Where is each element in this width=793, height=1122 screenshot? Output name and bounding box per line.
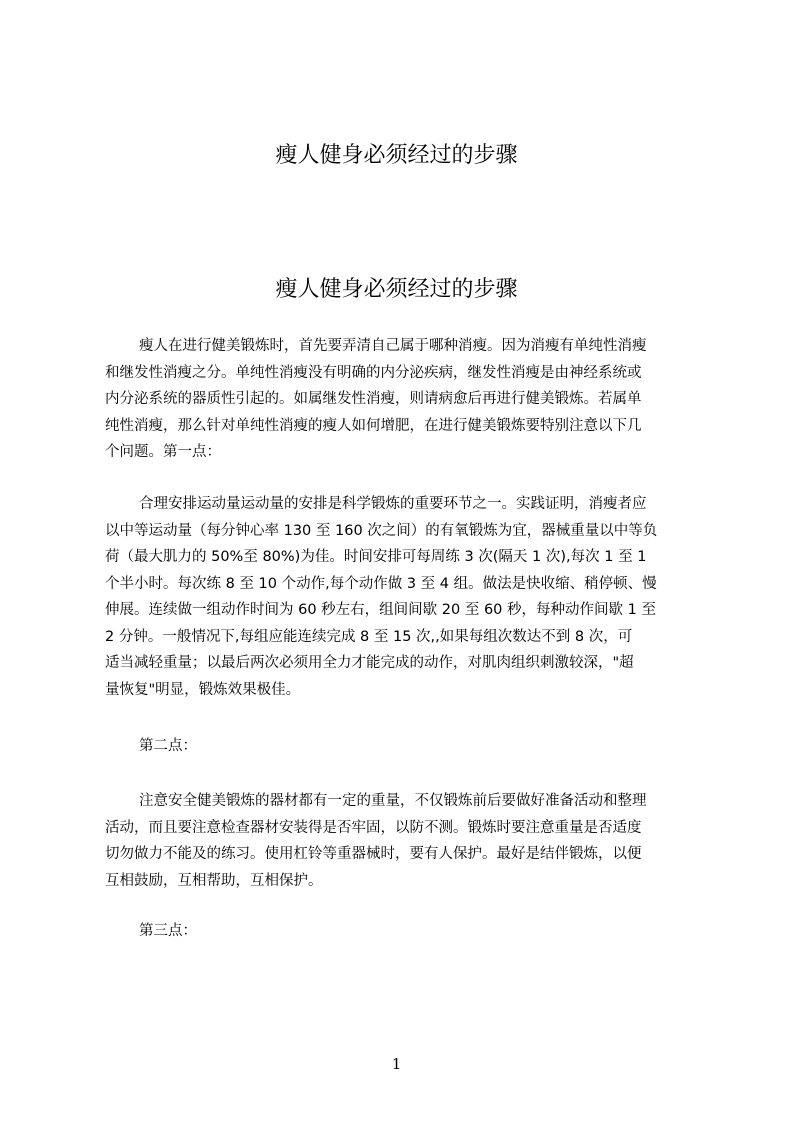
document-title-header: 瘦人健身必须经过的步骤 <box>275 143 518 168</box>
paragraph-line: 2 分钟。一般情况下,每组应能连续完成 8 至 15 次,,如果每组次数达不到 8 次，可 <box>105 628 633 645</box>
paragraph-point-two <box>105 788 701 894</box>
paragraph-intro <box>105 333 701 466</box>
paragraph-line: 切勿做力不能及的练习。使用杠铃等重器械时，要有人保护。最好是结伴锻炼，以便 <box>105 846 642 862</box>
paragraph-line: 纯性消瘦，那么针对单纯性消瘦的瘦人如何增肥，在进行健美锻炼要特别注意以下几 <box>105 417 642 434</box>
section-heading: 第三点： <box>139 923 197 939</box>
paragraph-line: 适当减轻重量；以最后两次必须用全力才能完成的动作，对肌肉组织刺激较深，"超 <box>105 655 634 671</box>
paragraph-line: 伸展。连续做一组动作时间为 60 秒左右，组间间歇 20 至 60 秒，每种动作间歇 1 至 <box>105 602 656 618</box>
paragraph-line: 和继发性消瘦之分。单纯性消瘦没有明确的内分泌疾病，继发性消瘦是由神经系统或 <box>105 364 642 381</box>
article-title: 瘦人健身必须经过的步骤 <box>275 277 518 302</box>
paragraph-line: 荷（最大肌力的 50%至 80%)为佳。时间安排可每周练 3 次(隔天 1 次),每次 1 至 1 <box>105 549 647 565</box>
paragraph-line: 以中等运动量（每分钟心率 130 至 160 次之间）的有氧锻炼为宜，器械重量以中等负 <box>105 522 658 539</box>
heading-point-two <box>105 733 701 760</box>
paragraph-line: 个问题。第一点： <box>105 444 221 460</box>
paragraph-line: 互相鼓励，互相帮助，互相保护。 <box>105 872 323 889</box>
paragraph-line: 量恢复"明显，锻炼效果极佳。 <box>105 681 301 698</box>
paragraph-point-one <box>105 491 701 703</box>
page-number: 1 <box>391 1055 402 1073</box>
paragraph-line: 个半小时。每次练 8 至 10 个动作,每个动作做 3 至 4 组。做法是快收缩、稍停顿、慢 <box>105 575 657 592</box>
paragraph-line: 注意安全健美锻炼的器材都有一定的重量，不仅锻炼前后要做好准备活动和整理 <box>139 793 647 809</box>
heading-point-three <box>105 918 701 945</box>
paragraph-line: 合理安排运动量运动量的安排是科学锻炼的重要环节之一。实践证明，消瘦者应 <box>139 496 647 512</box>
paragraph-line: 瘦人在进行健美锻炼时，首先要弄清自己属于哪种消瘦。因为消瘦有单纯性消瘦 <box>139 338 647 354</box>
section-heading: 第二点： <box>139 738 197 754</box>
paragraph-line: 活动，而且要注意检查器材安装得是否牢固，以防不测。锻炼时要注意重量是否适度 <box>105 819 642 836</box>
paragraph-line: 内分泌系统的器质性引起的。如属继发性消瘦，则请病愈后再进行健美锻炼。若属单 <box>105 391 642 407</box>
